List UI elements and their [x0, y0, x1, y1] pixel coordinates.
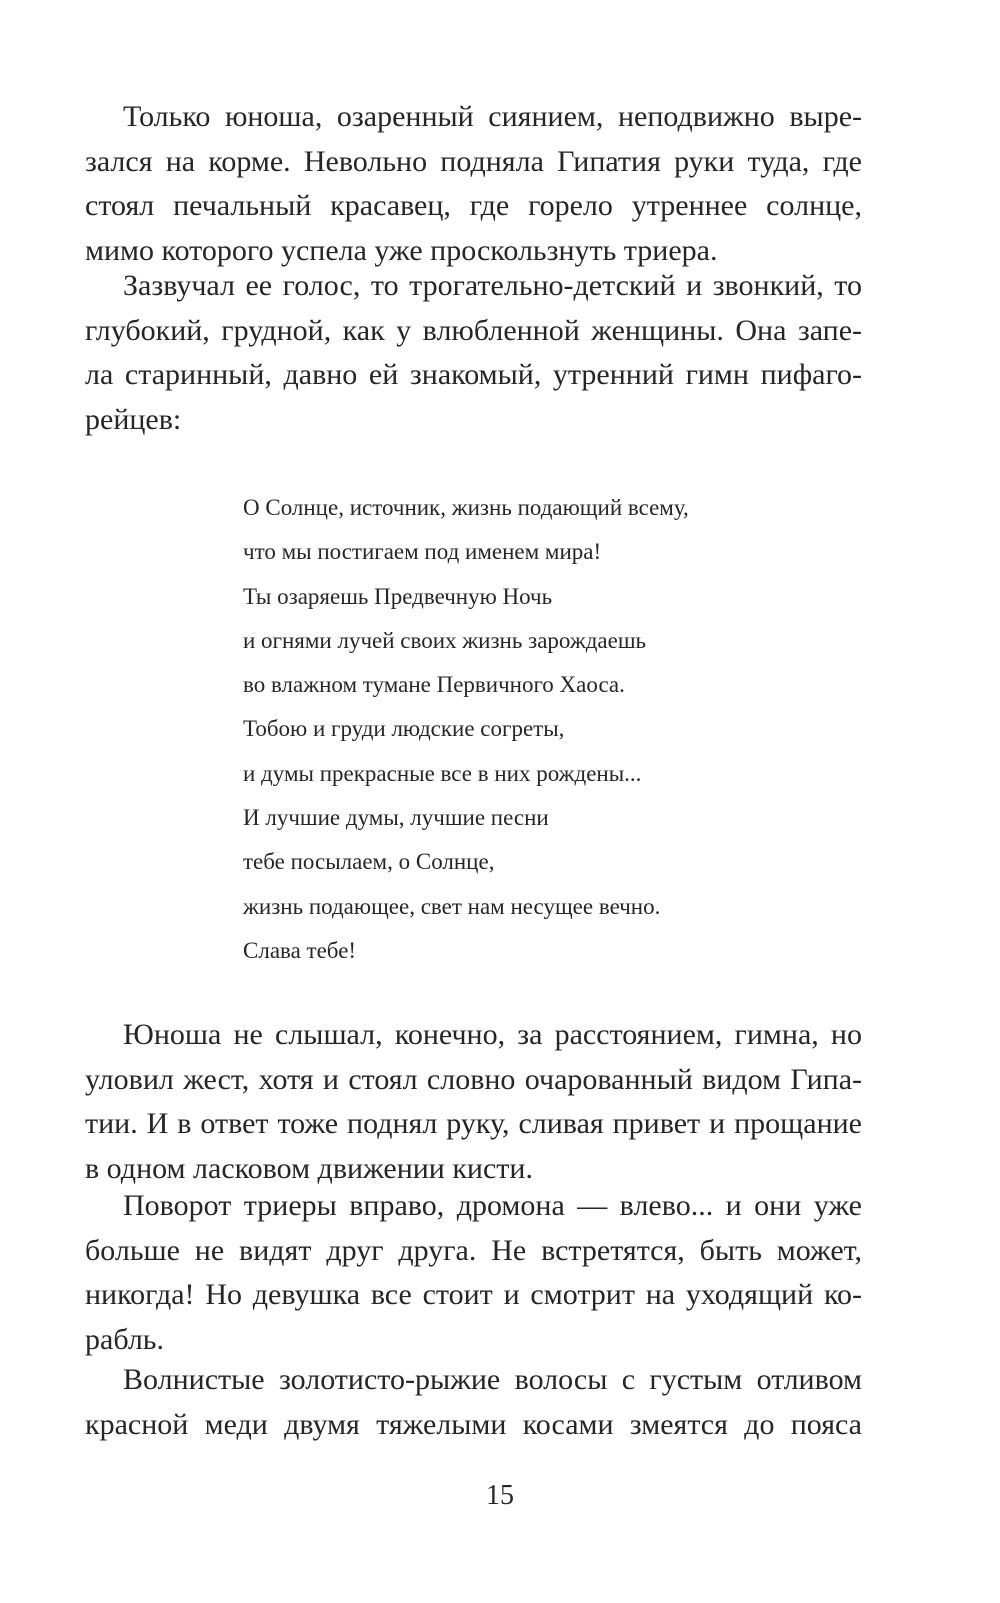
poem-line: Слава тебе! [243, 937, 357, 963]
text-line: красной меди двумя тяжелыми косами змеятся до пояса [85, 1407, 862, 1441]
text-line: мимо которого успела уже проскользнуть триера. [85, 233, 718, 267]
paragraph-3 [85, 1013, 862, 1191]
text-line: Поворот триеры вправо, дромона — влево... и они уже [123, 1189, 862, 1222]
poem-line: жизнь подающее, свет нам несущее вечно. [243, 893, 661, 919]
poem-line: Ты озаряешь Предвечную Ночь [243, 583, 553, 609]
paragraph-5 [85, 1358, 862, 1447]
paragraph-1 [85, 95, 862, 273]
poem-line: тебе посылаем, о Солнце, [243, 849, 495, 875]
paragraph-2 [85, 264, 862, 442]
hymn-poem [243, 486, 689, 973]
text-line: стоял печальный красавец, где горело утреннее солнце, [85, 189, 862, 222]
text-line: в одном ласковом движении кисти. [85, 1151, 533, 1185]
text-line: рабль. [85, 1322, 164, 1356]
text-line: зался на корме. Невольно подняла Гипатия руки туда, где [85, 144, 862, 178]
paragraph-4 [85, 1184, 862, 1362]
text-line: тии. И в ответ тоже поднял руку, сливая привет и прощание [85, 1107, 862, 1140]
text-line: никогда! Но девушка все стоит и смотрит на уходящий ко- [85, 1278, 862, 1311]
poem-line: и огнями лучей своих жизнь зарождаешь [243, 627, 647, 653]
poem-line: Тобою и груди людские согреты, [243, 716, 565, 742]
text-line: глубокий, грудной, как у влюбленной женщины. Она запе- [85, 313, 862, 347]
poem-line: что мы постигаем под именем мира! [243, 539, 602, 565]
text-line: рейцев: [85, 402, 182, 436]
text-line: ла старинный, давно ей знакомый, утренний гимн пифаго- [85, 358, 862, 391]
text-line: Юноша не слышал, конечно, за расстоянием, гимна, но [123, 1018, 862, 1051]
text-line: Волнистые золотисто-рыжие волосы с густым отливом [123, 1363, 862, 1396]
text-line: Только юноша, озаренный сиянием, неподвижно выре- [123, 100, 862, 133]
poem-line: О Солнце, источник, жизнь подающий всему, [243, 495, 689, 520]
poem-line: и думы прекрасные все в них рождены... [243, 760, 642, 786]
text-line: Зазвучал ее голос, то трогательно-детский и звонкий, то [123, 269, 862, 302]
page-number: 15 [486, 1480, 514, 1511]
text-line: больше не видят друг друга. Не встретятся, быть может, [85, 1233, 862, 1267]
poem-line: во влажном тумане Первичного Хаоса. [243, 672, 625, 698]
poem-line: И лучшие думы, лучшие песни [243, 805, 549, 831]
text-line: уловил жест, хотя и стоял словно очарованный видом Гипа- [85, 1062, 862, 1096]
